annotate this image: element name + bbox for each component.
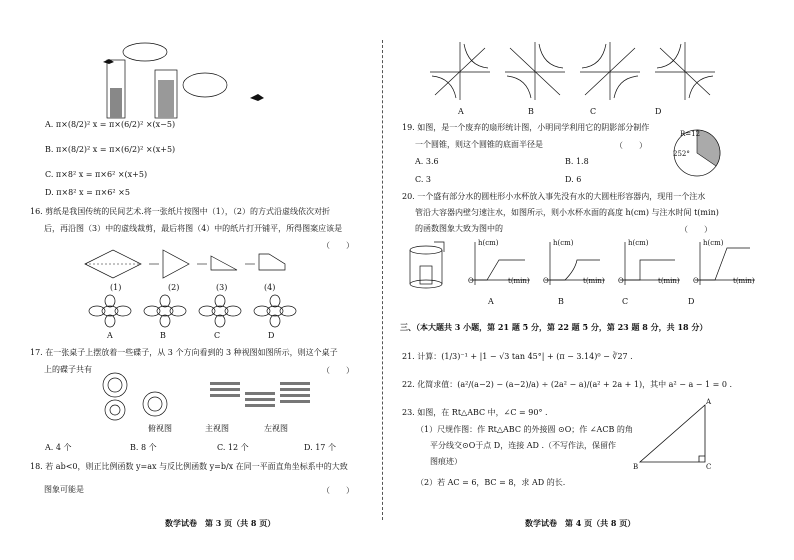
q15-figure	[95, 40, 275, 120]
q20-answer-paren: （ ）	[680, 225, 712, 234]
q16-fold-figures	[85, 248, 315, 288]
q23-part1-b: 平分线交⊙O于点 D，连接 AD .（不写作法，保留作	[430, 441, 617, 450]
q19-line1: 19. 如图，是一个废弃的扇形统计图，小明同学利用它的阴影部分制作	[402, 123, 650, 132]
q23-point-b: B	[633, 463, 639, 471]
q18-option-d: D	[655, 107, 662, 116]
q20-axis-x-d: t(min)	[733, 277, 755, 285]
q19-angle-label: 252°	[673, 150, 690, 158]
q17-view-left: 左视图	[264, 424, 288, 433]
q20-origin-c: O	[618, 277, 624, 285]
q17-answer-paren: （ ）	[322, 366, 354, 375]
q19-line2: 一个圆锥，则这个圆锥的底面半径是	[415, 140, 543, 149]
q20-option-d: D	[688, 297, 695, 306]
q18-option-c: C	[590, 107, 597, 116]
q17-line1: 17. 在一张桌子上摆放着一些碟子，从 3 个方向看到的 3 种视图如图所示，则这个桌子	[30, 348, 338, 357]
q19-radius-label: R=12	[680, 130, 701, 138]
q19-option-d: D. 6	[565, 175, 582, 184]
q20-option-b: B	[558, 297, 564, 306]
q20-axis-x-a: t(min)	[508, 277, 530, 285]
q17-view-front: 主视图	[205, 424, 229, 433]
q17-option-a: A. 4 个	[45, 443, 72, 452]
q19-option-b: B. 1.8	[565, 157, 589, 166]
q20-axis-x-b: t(min)	[583, 277, 605, 285]
q18-option-b: B	[528, 107, 534, 116]
q17-view-top: 俯视图	[148, 424, 172, 433]
q22-text: 22. 化简求值：(a²/(a−2) − (a−2)/a) ÷ (2a² − a)/(a² + 2a + 1)，其中 a² − a − 1 = 0 .	[402, 380, 733, 389]
q20-axis-x-c: t(min)	[658, 277, 680, 285]
q20-option-c: C	[622, 297, 629, 306]
q20-axis-y-a: h(cm)	[478, 239, 499, 247]
q21-text: 21. 计算：(1/3)⁻¹ + |1 − √3 tan 45°| + (π − 3.14)⁰ − ∛27 .	[402, 352, 633, 361]
q16-option-a: A	[107, 331, 113, 340]
q23-line1: 23. 如图，在 Rt△ABC 中，∠C = 90° .	[402, 408, 548, 417]
q23-part1-c: 图痕迹）	[430, 457, 462, 466]
q16-option-d: D	[268, 331, 275, 340]
q16-option-figures	[85, 292, 305, 330]
q20-axis-y-b: h(cm)	[553, 239, 574, 247]
q23-part2: （2）若 AC = 6，BC = 8，求 AD 的长.	[416, 478, 566, 487]
q16-fig-label-1: (1)	[110, 283, 122, 292]
q15-option-d: D. π×8² x = π×6² ×5	[45, 188, 130, 197]
q20-option-a: A	[488, 297, 494, 306]
q19-option-c: C. 3	[415, 175, 432, 184]
q18-line1: 18. 若 ab<0，则正比例函数 y=ax 与反比例函数 y=b/x 在同一平面直角坐标系中的大致	[30, 462, 348, 471]
q19-answer-paren: （ ）	[615, 141, 647, 150]
q18-option-graphs	[430, 40, 730, 100]
q15-option-a: A. π×(8/2)² x = π×(6/2)² ×(x−5)	[45, 120, 176, 129]
q20-line1: 20. 一个盛有部分水的圆柱形小水杯放入事先没有水的大圆柱形容器内，现用一个注水	[402, 192, 706, 201]
q16-answer-paren: （ ）	[322, 241, 354, 250]
q20-line2: 管沿大容器内壁匀速注水，如图所示，则小水杯水面的高度 h(cm) 与注水时间 t(min)	[415, 208, 719, 217]
q20-origin-b: O	[543, 277, 549, 285]
q17-option-d: D. 17 个	[304, 443, 336, 452]
q17-option-b: B. 8 个	[130, 443, 157, 452]
q15-option-b: B. π×(8/2)² x = π×(6/2)² ×(x+5)	[45, 145, 176, 154]
q18-answer-paren: （ ）	[322, 486, 354, 495]
q20-origin-a: O	[468, 277, 474, 285]
q20-container-figure	[408, 240, 448, 290]
q23-point-a: A	[706, 398, 712, 406]
q18-option-a: A	[458, 107, 464, 116]
q18-line2: 图象可能是	[44, 485, 84, 494]
page-divider	[382, 40, 383, 520]
q16-line1: 16. 剪纸是我国传统的民间艺术.将一张纸片按图中（1），（2）的方式沿虚线依次对折	[30, 207, 330, 216]
q23-part1-a: （1）尺规作图：作 Rt△ABC 的外接圆 ⊙O；作 ∠ACB 的角	[416, 425, 633, 434]
right-page-footer: 数学试卷 第 4 页（共 8 页）	[525, 518, 636, 528]
section-3-heading: 三、（本大题共 3 小题，第 21 题 5 分，第 22 题 5 分，第 23 题 8 分，共 18 分）	[400, 322, 708, 332]
right-page	[390, 0, 794, 560]
q16-option-b: B	[160, 331, 166, 340]
q20-axis-y-c: h(cm)	[628, 239, 649, 247]
q20-origin-d: O	[693, 277, 699, 285]
q17-option-c: C. 12 个	[217, 443, 249, 452]
q16-line2: 后，再沿图（3）中的虚线裁剪，最后将图（4）中的纸片打开铺平，所得图案应该是	[44, 224, 343, 233]
q16-fig-label-2: (2)	[168, 283, 180, 292]
q17-views	[90, 372, 310, 422]
q19-option-a: A. 3.6	[415, 157, 439, 166]
left-page	[0, 0, 380, 560]
q23-point-c: C	[706, 463, 712, 471]
q20-axis-y-d: h(cm)	[703, 239, 724, 247]
q16-option-c: C	[214, 331, 221, 340]
q16-fig-label-4: (4)	[264, 283, 276, 292]
q20-line3: 的函数图象大致为图中的	[415, 224, 503, 233]
q23-triangle-figure	[635, 400, 710, 470]
q17-line2: 上的碟子共有	[44, 365, 92, 374]
q16-fig-label-3: (3)	[216, 283, 228, 292]
q15-option-c: C. π×8² x = π×6² ×(x+5)	[45, 170, 148, 179]
left-page-footer: 数学试卷 第 3 页（共 8 页）	[165, 518, 276, 528]
